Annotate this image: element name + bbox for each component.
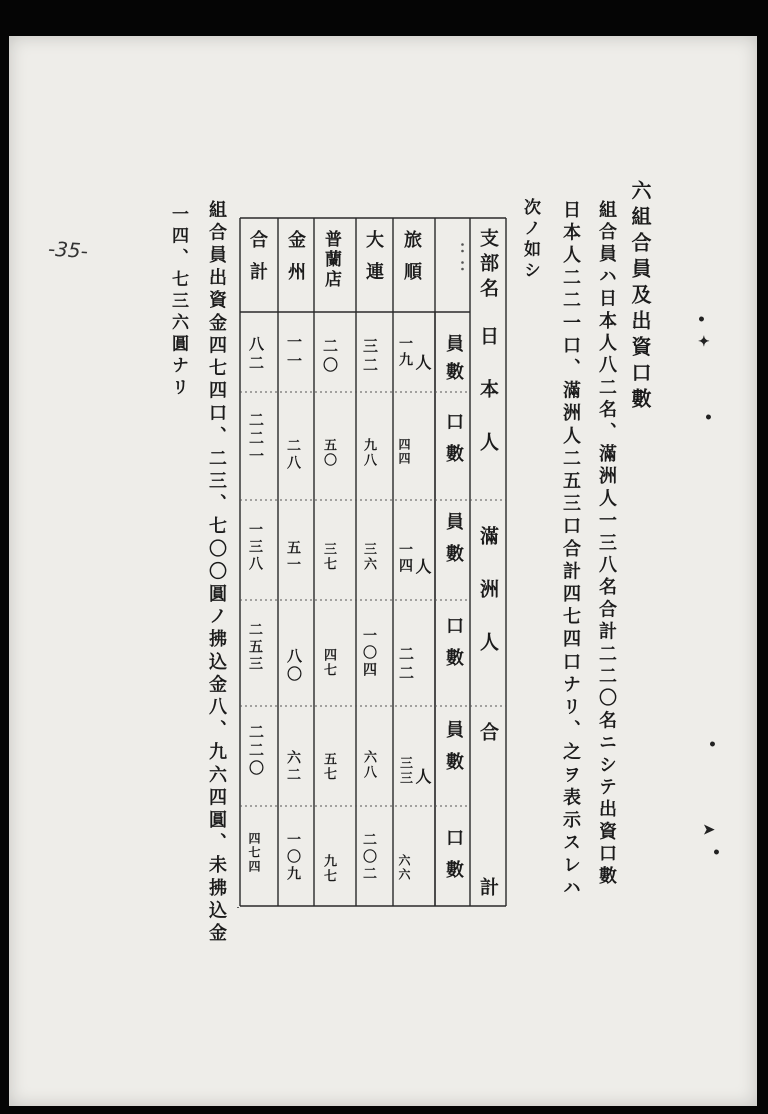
cell-pulandian-mc-members: 三七 <box>321 542 336 572</box>
summary-line-2: 一四、七三六圓ナリ <box>168 205 188 400</box>
body-line-2: 日本人二二一口、滿洲人二五三口合計四七四口ナリ、之ヲ表示スレハ <box>560 200 581 901</box>
unit-person-total: 人 <box>413 768 432 784</box>
membership-table <box>236 216 511 1032</box>
body-line-3: 次ノ如シ <box>520 198 540 282</box>
header-total-group: 合計 <box>477 722 499 1032</box>
speck-mark: • <box>712 845 721 861</box>
header-jp-shares: 口數 <box>443 412 464 476</box>
cell-dalian-total-members: 六八 <box>361 750 376 780</box>
row-name-lushun: 旅順 <box>401 230 422 294</box>
cell-total-mc-members: 一三八 <box>247 522 263 573</box>
header-branch: 支部名 <box>477 228 499 303</box>
row-name-jinzhou: 金州 <box>285 230 306 294</box>
cell-dalian-jp-members: 三二 <box>361 338 379 376</box>
header-total-shares: 口數 <box>443 828 464 892</box>
cell-total-mc-shares: 二五三 <box>247 622 263 673</box>
cell-total-jp-members: 八二 <box>247 336 265 374</box>
ditto-mark: ：： <box>448 242 467 278</box>
header-mc-shares: 口數 <box>443 616 464 680</box>
header-japanese-group: 日本人 <box>477 326 499 485</box>
cell-pulandian-jp-members: 二〇 <box>321 338 339 376</box>
header-manchu-group: 滿洲人 <box>477 526 499 685</box>
cell-lushun-jp-members: 一九 <box>397 336 413 368</box>
cell-lushun-mc-members: 一四 <box>397 542 413 574</box>
cell-lushun-total-shares: 六六 <box>397 854 411 882</box>
header-mc-members: 員數 <box>443 512 464 576</box>
cell-total-total-shares: 四七四 <box>247 832 261 874</box>
cell-jinzhou-mc-shares: 八〇 <box>285 648 303 684</box>
page-number: -35- <box>47 236 89 264</box>
cell-lushun-total-members: 三三 <box>397 756 412 786</box>
cell-pulandian-total-shares: 九七 <box>321 854 336 884</box>
cell-pulandian-jp-shares: 五〇 <box>321 438 336 468</box>
summary-line-1: 組合員出資金四七四口、二三、七〇〇圓ノ拂込金八、九六四圓、未拂込金 <box>206 200 227 946</box>
speck-mark: ➤ <box>703 822 715 838</box>
cell-pulandian-mc-shares: 四七 <box>321 648 336 678</box>
cell-dalian-jp-shares: 九八 <box>361 438 376 468</box>
speck-mark: • <box>697 312 706 328</box>
unit-person-mc: 人 <box>413 558 432 574</box>
speck-mark: • <box>704 410 713 426</box>
row-name-pulandian: 普蘭店 <box>321 230 341 290</box>
cell-lushun-mc-shares: 二二 <box>397 646 415 684</box>
header-total-members: 員數 <box>443 720 464 784</box>
cell-jinzhou-total-members: 六二 <box>285 750 301 784</box>
cell-dalian-total-shares: 二〇二 <box>361 832 377 883</box>
body-line-1: 組合員ハ日本人八二名、滿洲人一三八名合計二二〇名ニシテ出資口數 <box>596 200 617 889</box>
row-name-total: 合計 <box>247 230 268 294</box>
cell-dalian-mc-members: 三六 <box>361 542 376 572</box>
row-name-dalian: 大連 <box>363 230 384 294</box>
speck-mark: • <box>708 737 717 753</box>
cell-total-jp-shares: 二二一 <box>247 412 265 466</box>
cell-jinzhou-mc-members: 五一 <box>285 540 301 574</box>
header-jp-members: 員數 <box>443 334 464 390</box>
cell-jinzhou-total-shares: 一〇九 <box>285 832 301 883</box>
section-heading: 六組合員及出資口數 <box>628 180 652 414</box>
cell-jinzhou-jp-members: 一一 <box>285 334 303 372</box>
cell-dalian-mc-shares: 一〇四 <box>361 628 377 679</box>
speck-mark: ✦ <box>698 334 710 350</box>
unit-person-jp: 人 <box>413 354 432 370</box>
cell-total-total-members: 二二〇 <box>247 724 265 778</box>
cell-lushun-jp-shares: 四四 <box>397 438 411 466</box>
cell-jinzhou-jp-shares: 二八 <box>285 438 301 472</box>
cell-pulandian-total-members: 五七 <box>321 752 336 782</box>
